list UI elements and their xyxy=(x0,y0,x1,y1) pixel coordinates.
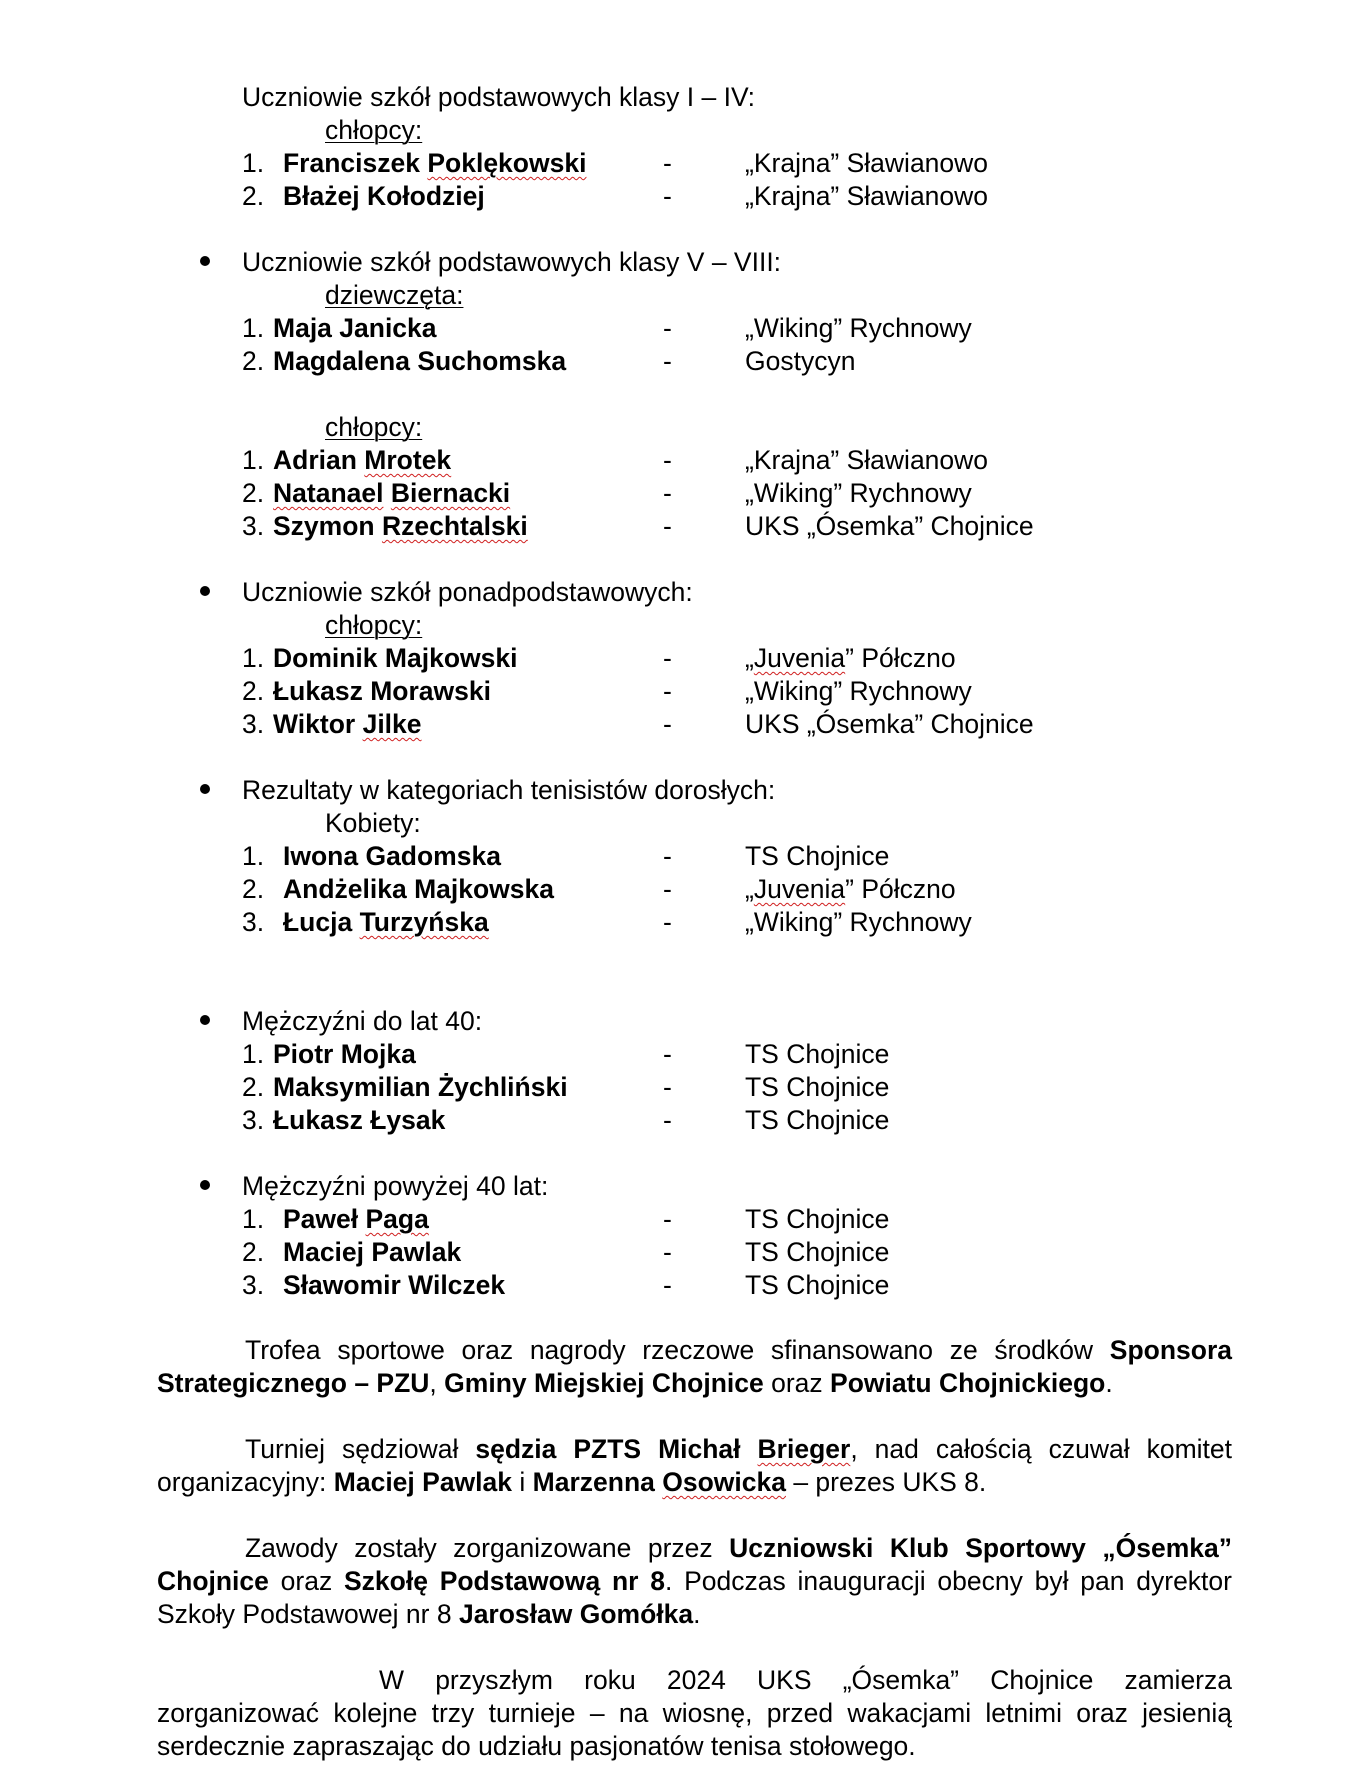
paragraph xyxy=(157,1664,1232,1763)
entry-separator: - xyxy=(663,1237,672,1267)
group-label: Kobiety: xyxy=(325,808,421,838)
bold-run: sędzia PZTS Michał Brieger xyxy=(475,1434,851,1464)
text-run: Zawody zostały zorganizowane przez xyxy=(245,1533,730,1563)
group-label: dziewczęta: xyxy=(325,280,464,310)
text-run: – prezes UKS 8. xyxy=(785,1467,987,1497)
text-run: . Podczas inauguracji obecny był pan dyrektor Szkoły Podstawowej nr 8 xyxy=(157,1566,1232,1629)
entry-rank: 2. xyxy=(242,181,265,211)
section-heading: Mężczyźni do lat 40: xyxy=(242,1006,483,1036)
entry-separator: - xyxy=(663,874,672,904)
entry-separator: - xyxy=(663,511,672,541)
bullet-icon xyxy=(200,586,210,596)
entry-club: TS Chojnice xyxy=(745,841,890,871)
entry-rank: 1. xyxy=(242,1039,265,1069)
bold-run: Maciej Pawlak xyxy=(333,1467,513,1497)
text-run: . xyxy=(693,1599,701,1629)
entry-rank: 2. xyxy=(242,346,265,376)
entry-separator: - xyxy=(663,181,672,211)
text-run: , nad całością czuwał komitet organizacyjny: xyxy=(157,1434,1233,1497)
entry-rank: 2. xyxy=(242,478,265,508)
section-heading: Uczniowie szkół ponadpodstawowych: xyxy=(242,577,693,607)
section-heading: Uczniowie szkół podstawowych klasy I – IV: xyxy=(242,82,756,112)
entry-club: „Wiking” Rychnowy xyxy=(745,907,972,937)
text-run: i xyxy=(512,1467,533,1497)
entry-separator: - xyxy=(663,907,672,937)
entry-rank: 3. xyxy=(242,1270,265,1300)
entry-club: UKS „Ósemka” Chojnice xyxy=(745,511,1034,541)
entry-rank: 1. xyxy=(242,445,265,475)
section-heading: Rezultaty w kategoriach tenisistów dorosłych: xyxy=(242,775,776,805)
text-run: Trofea sportowe oraz nagrody rzeczowe sfinansowano ze środków xyxy=(245,1335,1110,1365)
entry-club: „Wiking” Rychnowy xyxy=(745,313,972,343)
entry-club: TS Chojnice xyxy=(745,1270,890,1300)
text-run: W przyszłym roku 2024 UKS „Ósemka” Chojnice zamierza zorganizować kolejne trzy turnieje – na wiosnę, przed wakacjami letnimi oraz jesienią serdecznie zapraszając do udziału pasjonatów tenisa stołowego. xyxy=(157,1665,1232,1761)
bold-run: Marzenna Osowicka xyxy=(532,1467,786,1497)
entry-club: „Wiking” Rychnowy xyxy=(745,478,972,508)
entry-name: Łukasz Łysak xyxy=(273,1105,446,1135)
entry-name: Szymon Rzechtalski xyxy=(273,511,528,541)
entry-separator: - xyxy=(663,1072,672,1102)
entry-name: Paweł Paga xyxy=(283,1204,429,1234)
entry-name: Adrian Mrotek xyxy=(273,445,452,475)
section-heading: Uczniowie szkół podstawowych klasy V – VIII: xyxy=(242,247,782,277)
entry-club: UKS „Ósemka” Chojnice xyxy=(745,709,1034,739)
entry-name: Magdalena Suchomska xyxy=(273,346,567,376)
entry-rank: 3. xyxy=(242,511,265,541)
entry-rank: 1. xyxy=(242,643,265,673)
entry-name: Franciszek Poklękowski xyxy=(283,148,587,178)
bullet-icon xyxy=(200,1015,210,1025)
entry-name: Błażej Kołodziej xyxy=(283,181,485,211)
entry-rank: 2. xyxy=(242,676,265,706)
entry-name: Piotr Mojka xyxy=(273,1039,416,1069)
entry-club: TS Chojnice xyxy=(745,1039,890,1069)
bullet-icon xyxy=(200,256,210,266)
entry-separator: - xyxy=(663,1105,672,1135)
bold-run: Powiatu Chojnickiego xyxy=(830,1368,1106,1398)
entry-name: Maja Janicka xyxy=(273,313,437,343)
entry-club: „Juvenia” Półczno xyxy=(745,643,956,673)
entry-separator: - xyxy=(663,313,672,343)
entry-club: „Krajna” Sławianowo xyxy=(745,445,989,475)
section-heading: Mężczyźni powyżej 40 lat: xyxy=(242,1171,549,1201)
entry-name: Maciej Pawlak xyxy=(283,1237,462,1267)
entry-name: Maksymilian Żychliński xyxy=(273,1072,568,1102)
entry-rank: 1. xyxy=(242,313,265,343)
paragraph xyxy=(157,1433,1232,1499)
entry-name: Dominik Majkowski xyxy=(273,643,518,673)
entry-club: „Wiking” Rychnowy xyxy=(745,676,972,706)
bold-run: Uczniowski Klub Sportowy „Ósemka” Chojnice xyxy=(157,1533,1232,1596)
paragraph xyxy=(157,1532,1232,1631)
entry-club: „Juvenia” Półczno xyxy=(745,874,956,904)
entry-rank: 2. xyxy=(242,1237,265,1267)
entry-name: Andżelika Majkowska xyxy=(283,874,554,904)
bullet-icon xyxy=(200,784,210,794)
entry-name: Iwona Gadomska xyxy=(283,841,501,871)
entry-separator: - xyxy=(663,709,672,739)
bold-run: Gminy Miejskiej Chojnice xyxy=(444,1368,764,1398)
bullet-icon xyxy=(200,1180,210,1190)
text-run: . xyxy=(1105,1368,1113,1398)
entry-club: TS Chojnice xyxy=(745,1237,890,1267)
entry-separator: - xyxy=(663,1039,672,1069)
entry-club: „Krajna” Sławianowo xyxy=(745,181,989,211)
bold-run: Szkołę Podstawową nr 8 xyxy=(343,1566,665,1596)
entry-club: TS Chojnice xyxy=(745,1105,890,1135)
paragraph xyxy=(157,1334,1232,1400)
bold-run: Jarosław Gomółka xyxy=(458,1599,694,1629)
text-run: oraz xyxy=(763,1368,831,1398)
entry-club: TS Chojnice xyxy=(745,1204,890,1234)
entry-name: Łucja Turzyńska xyxy=(283,907,489,937)
entry-separator: - xyxy=(663,478,672,508)
entry-separator: - xyxy=(663,445,672,475)
entry-separator: - xyxy=(663,841,672,871)
entry-rank: 2. xyxy=(242,874,265,904)
entry-name: Wiktor Jilke xyxy=(273,709,422,739)
entry-separator: - xyxy=(663,346,672,376)
entry-rank: 3. xyxy=(242,709,265,739)
entry-rank: 1. xyxy=(242,841,265,871)
text-run: oraz xyxy=(268,1566,344,1596)
entry-separator: - xyxy=(663,1204,672,1234)
entry-rank: 1. xyxy=(242,148,265,178)
entry-club: Gostycyn xyxy=(745,346,856,376)
entry-name: Łukasz Morawski xyxy=(273,676,491,706)
text-run: Turniej sędziował xyxy=(245,1434,476,1464)
entry-rank: 2. xyxy=(242,1072,265,1102)
group-label: chłopcy: xyxy=(325,610,423,640)
entry-rank: 3. xyxy=(242,907,265,937)
entry-rank: 3. xyxy=(242,1105,265,1135)
group-label: chłopcy: xyxy=(325,115,423,145)
text-run: , xyxy=(429,1368,445,1398)
entry-club: TS Chojnice xyxy=(745,1072,890,1102)
entry-club: „Krajna” Sławianowo xyxy=(745,148,989,178)
entry-separator: - xyxy=(663,643,672,673)
entry-separator: - xyxy=(663,148,672,178)
entry-name: Natanael Biernacki xyxy=(273,478,511,508)
entry-separator: - xyxy=(663,676,672,706)
entry-separator: - xyxy=(663,1270,672,1300)
bold-run: Sponsora Strategicznego – PZU xyxy=(157,1335,1232,1398)
group-label: chłopcy: xyxy=(325,412,423,442)
entry-name: Sławomir Wilczek xyxy=(283,1270,506,1300)
entry-rank: 1. xyxy=(242,1204,265,1234)
